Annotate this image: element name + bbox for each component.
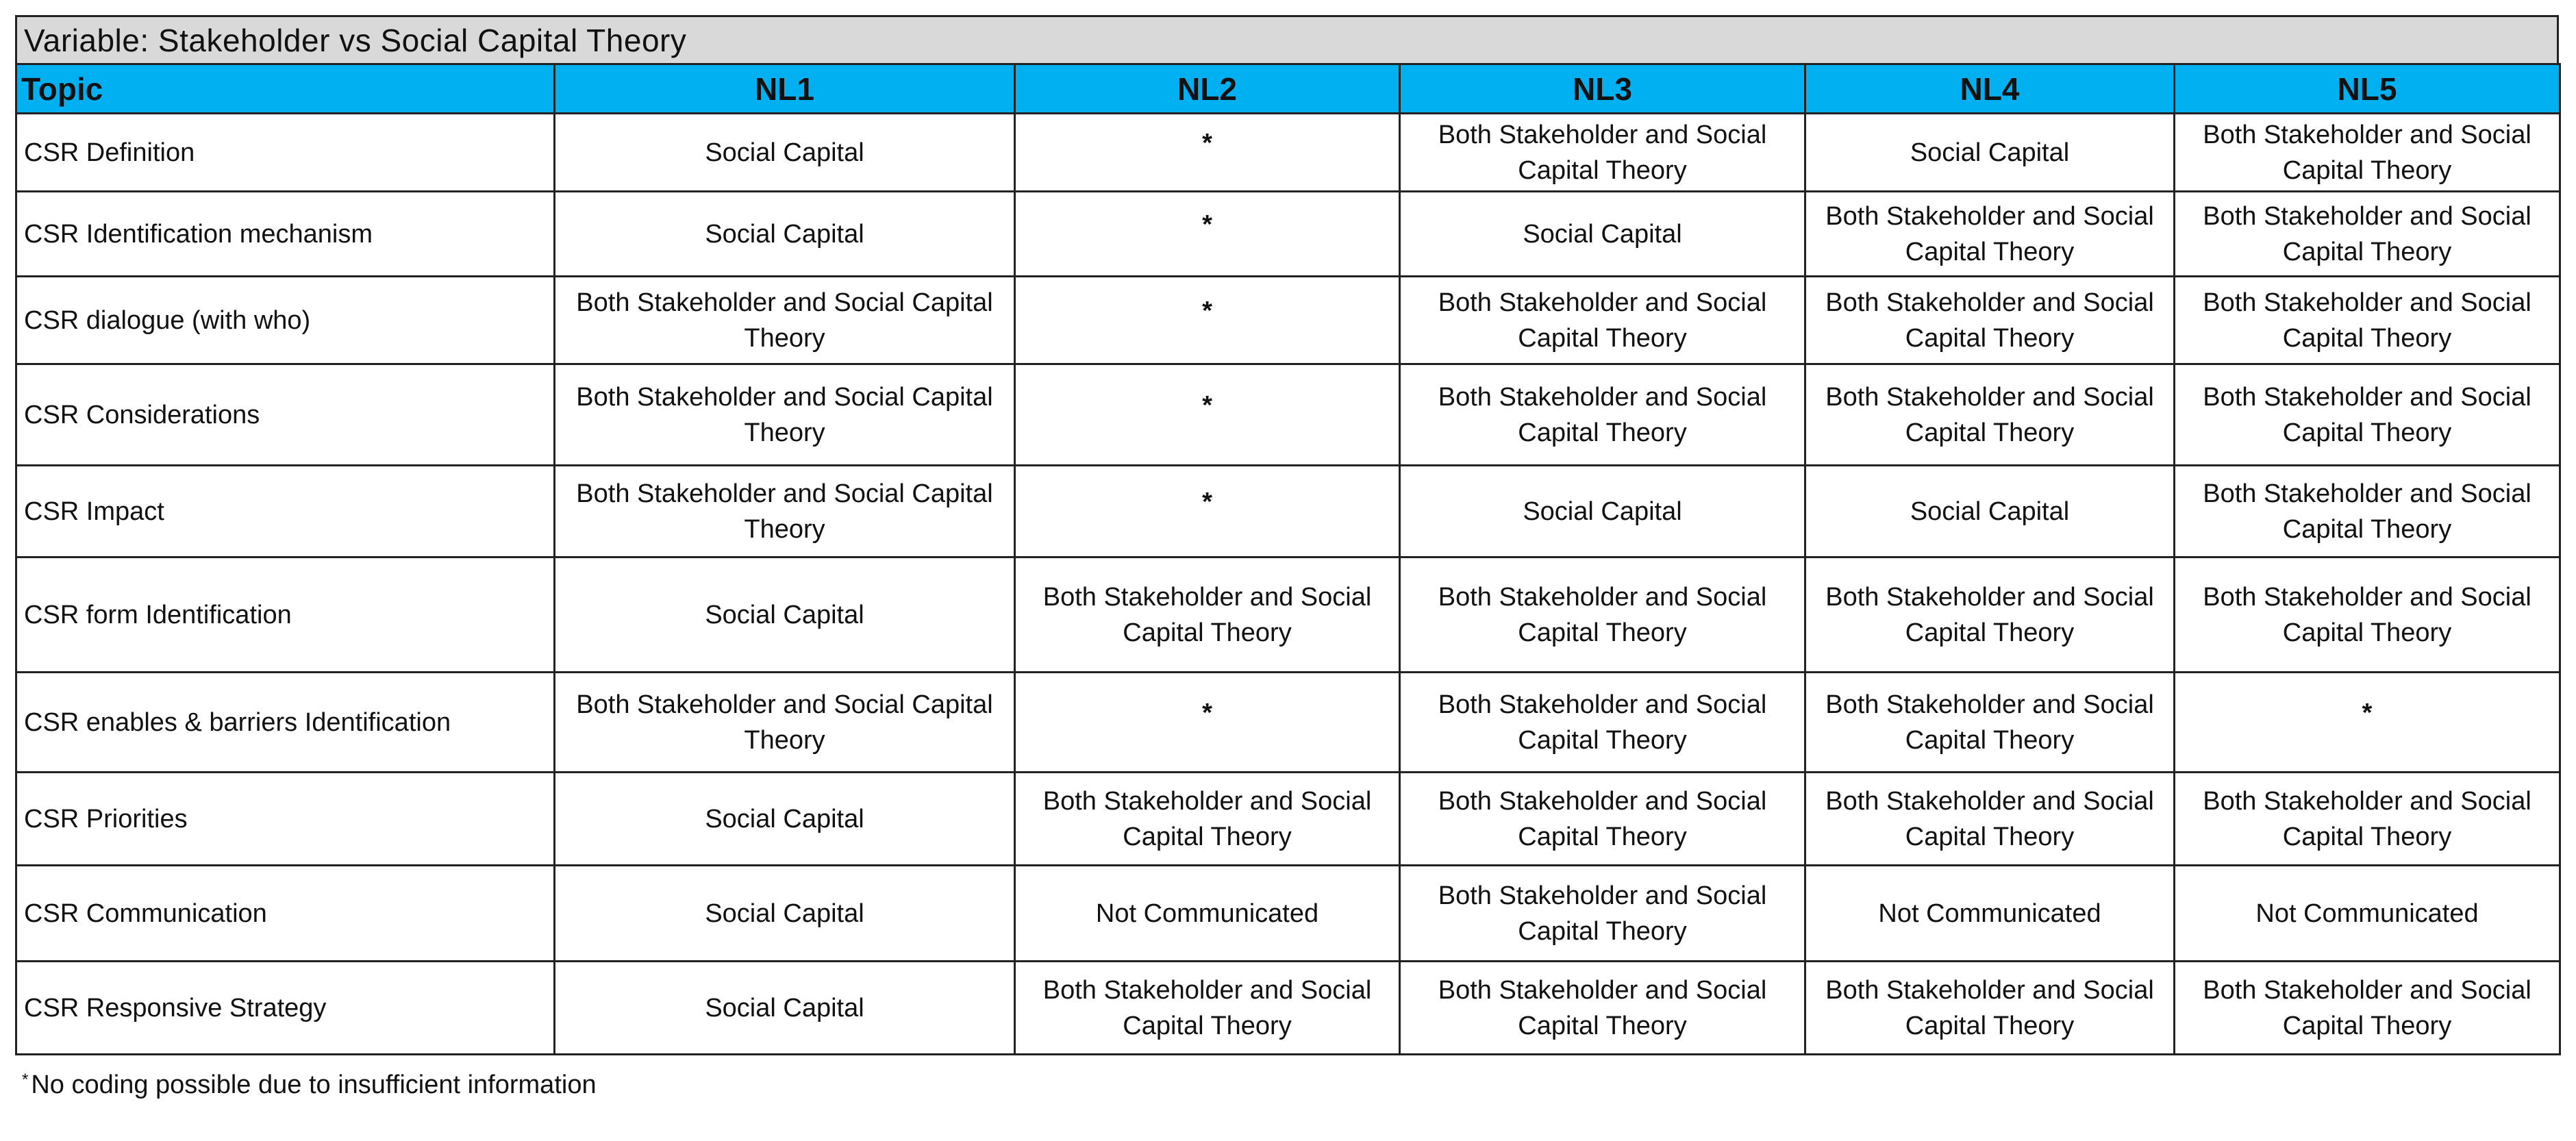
header-row <box>16 64 2560 114</box>
nl3-cell <box>1400 364 1805 466</box>
cell-value: Not Communicated <box>1878 899 2101 928</box>
no-coding-marker: * <box>1202 128 1212 158</box>
nl5-cell <box>2175 277 2560 364</box>
table-row <box>16 277 2560 364</box>
results-table <box>15 63 2561 1055</box>
cell-value: Social Capital <box>705 804 864 833</box>
nl1-cell <box>555 962 1015 1055</box>
table-row <box>16 364 2560 466</box>
table-row <box>16 557 2560 673</box>
nl4-cell <box>1805 466 2175 557</box>
nl4-cell <box>1805 673 2175 773</box>
cell-value: Social Capital <box>705 600 864 629</box>
nl1-cell <box>555 866 1015 962</box>
nl2-cell <box>1015 466 1400 557</box>
nl1-cell <box>555 192 1015 277</box>
nl1-cell <box>555 673 1015 773</box>
column-header-nl3: NL3 <box>1400 64 1805 114</box>
footnote-marker: * <box>22 1070 29 1089</box>
nl2-cell <box>1015 673 1400 773</box>
cell-value: Both Stakeholder and Social Capital Theory <box>1825 690 2154 755</box>
cell-value: Social Capital <box>1523 497 1682 526</box>
nl2-cell <box>1015 114 1400 192</box>
cell-value: Social Capital <box>705 138 864 167</box>
nl3-cell <box>1400 773 1805 866</box>
topic-cell: CSR Considerations <box>16 364 555 466</box>
spreadsheet <box>15 15 2559 1100</box>
nl5-cell <box>2175 364 2560 466</box>
nl1-cell <box>555 773 1015 866</box>
cell-value: Both Stakeholder and Social Capital Theory <box>1042 975 1372 1040</box>
nl3-cell <box>1400 114 1805 192</box>
nl2-cell <box>1015 557 1400 673</box>
nl2-cell <box>1015 192 1400 277</box>
nl1-cell <box>555 114 1015 192</box>
topic-cell: CSR Definition <box>16 114 555 192</box>
topic-cell: CSR enables & barriers Identification <box>16 673 555 773</box>
cell-value: Both Stakeholder and Social Capital Theory <box>1825 582 2154 647</box>
table-row <box>16 962 2560 1055</box>
topic-cell: CSR Impact <box>16 466 555 557</box>
no-coding-marker: * <box>1202 210 1212 239</box>
column-header-nl4: NL4 <box>1805 64 2175 114</box>
cell-value: Both Stakeholder and Social Capital Theory <box>1438 582 1767 647</box>
cell-value: Both Stakeholder and Social Capital Theory <box>1825 201 2154 266</box>
cell-value: Both Stakeholder and Social Capital Theory <box>2203 201 2531 266</box>
footnote <box>15 1070 2559 1100</box>
nl5-cell <box>2175 866 2560 962</box>
cell-value: Social Capital <box>1910 497 2070 526</box>
nl4-cell <box>1805 277 2175 364</box>
variable-title <box>15 15 2559 63</box>
nl4-cell <box>1805 114 2175 192</box>
cell-value: Both Stakeholder and Social Capital Theory <box>1438 881 1767 946</box>
column-header-nl2: NL2 <box>1015 64 1400 114</box>
table-row <box>16 773 2560 866</box>
topic-cell: CSR Responsive Strategy <box>16 962 555 1055</box>
nl4-cell <box>1805 866 2175 962</box>
cell-value: Both Stakeholder and Social Capital Theory <box>1438 786 1767 851</box>
cell-value: Both Stakeholder and Social Capital Theory <box>1042 582 1372 647</box>
nl3-cell <box>1400 557 1805 673</box>
table-row <box>16 673 2560 773</box>
nl2-cell <box>1015 364 1400 466</box>
nl3-cell <box>1400 466 1805 557</box>
nl1-cell <box>555 364 1015 466</box>
nl1-cell <box>555 277 1015 364</box>
cell-value: Both Stakeholder and Social Capital Theory <box>1438 288 1767 353</box>
cell-value: Both Stakeholder and Social Capital Theory <box>1825 786 2154 851</box>
cell-value: Both Stakeholder and Social Capital Theory <box>1825 975 2154 1040</box>
nl3-cell <box>1400 192 1805 277</box>
no-coding-marker: * <box>2362 698 2373 727</box>
cell-value: Both Stakeholder and Social Capital Theory <box>2203 120 2531 185</box>
nl5-cell <box>2175 773 2560 866</box>
table-body <box>16 114 2560 1055</box>
cell-value: Both Stakeholder and Social Capital Theory <box>1825 382 2154 447</box>
cell-value: Both Stakeholder and Social Capital Theory <box>2203 479 2531 544</box>
nl3-cell <box>1400 673 1805 773</box>
nl5-cell <box>2175 114 2560 192</box>
table-row <box>16 114 2560 192</box>
nl4-cell <box>1805 773 2175 866</box>
table-row <box>16 866 2560 962</box>
nl4-cell <box>1805 364 2175 466</box>
no-coding-marker: * <box>1202 390 1212 420</box>
cell-value: Both Stakeholder and Social Capital Theory <box>2203 786 2531 851</box>
topic-cell: CSR form Identification <box>16 557 555 673</box>
nl2-cell <box>1015 962 1400 1055</box>
footnote-text: No coding possible due to insufficient information <box>31 1070 597 1099</box>
cell-value: Both Stakeholder and Social Capital Theory <box>576 690 993 755</box>
cell-value: Social Capital <box>705 899 864 928</box>
cell-value: Both Stakeholder and Social Capital Theory <box>1825 288 2154 353</box>
cell-value: Not Communicated <box>1095 899 1319 928</box>
nl4-cell <box>1805 192 2175 277</box>
cell-value: Both Stakeholder and Social Capital Theory <box>576 288 993 353</box>
cell-value: Both Stakeholder and Social Capital Theory <box>1438 975 1767 1040</box>
cell-value: Both Stakeholder and Social Capital Theory <box>1042 786 1372 851</box>
column-header-nl5: NL5 <box>2175 64 2560 114</box>
cell-value: Both Stakeholder and Social Capital Theory <box>2203 382 2531 447</box>
nl3-cell <box>1400 277 1805 364</box>
no-coding-marker: * <box>1202 698 1212 727</box>
cell-value: Both Stakeholder and Social Capital Theory <box>2203 975 2531 1040</box>
nl1-cell <box>555 557 1015 673</box>
topic-cell: CSR Identification mechanism <box>16 192 555 277</box>
cell-value: Both Stakeholder and Social Capital Theory <box>2203 582 2531 647</box>
nl5-cell <box>2175 673 2560 773</box>
nl5-cell <box>2175 192 2560 277</box>
cell-value: Social Capital <box>1523 219 1682 249</box>
nl5-cell <box>2175 557 2560 673</box>
nl4-cell <box>1805 962 2175 1055</box>
no-coding-marker: * <box>1202 296 1212 325</box>
nl5-cell <box>2175 466 2560 557</box>
nl2-cell <box>1015 773 1400 866</box>
cell-value: Social Capital <box>705 219 864 249</box>
cell-value: Both Stakeholder and Social Capital Theory <box>1438 382 1767 447</box>
table-row <box>16 466 2560 557</box>
cell-value: Both Stakeholder and Social Capital Theory <box>2203 288 2531 353</box>
cell-value: Not Communicated <box>2255 899 2479 928</box>
nl2-cell <box>1015 277 1400 364</box>
column-header-topic: Topic <box>16 64 555 114</box>
cell-value: Both Stakeholder and Social Capital Theory <box>576 382 993 447</box>
nl3-cell <box>1400 962 1805 1055</box>
topic-cell: CSR Communication <box>16 866 555 962</box>
topic-cell: CSR dialogue (with who) <box>16 277 555 364</box>
nl5-cell <box>2175 962 2560 1055</box>
nl1-cell <box>555 466 1015 557</box>
variable-title-text: Variable: Stakeholder vs Social Capital Theory <box>24 22 687 58</box>
nl2-cell <box>1015 866 1400 962</box>
nl3-cell <box>1400 866 1805 962</box>
cell-value: Both Stakeholder and Social Capital Theory <box>576 479 993 544</box>
nl4-cell <box>1805 557 2175 673</box>
table-row <box>16 192 2560 277</box>
topic-cell: CSR Priorities <box>16 773 555 866</box>
cell-value: Social Capital <box>705 993 864 1023</box>
column-header-nl1: NL1 <box>555 64 1015 114</box>
no-coding-marker: * <box>1202 487 1212 516</box>
cell-value: Social Capital <box>1910 138 2070 167</box>
cell-value: Both Stakeholder and Social Capital Theory <box>1438 120 1767 185</box>
cell-value: Both Stakeholder and Social Capital Theory <box>1438 690 1767 755</box>
